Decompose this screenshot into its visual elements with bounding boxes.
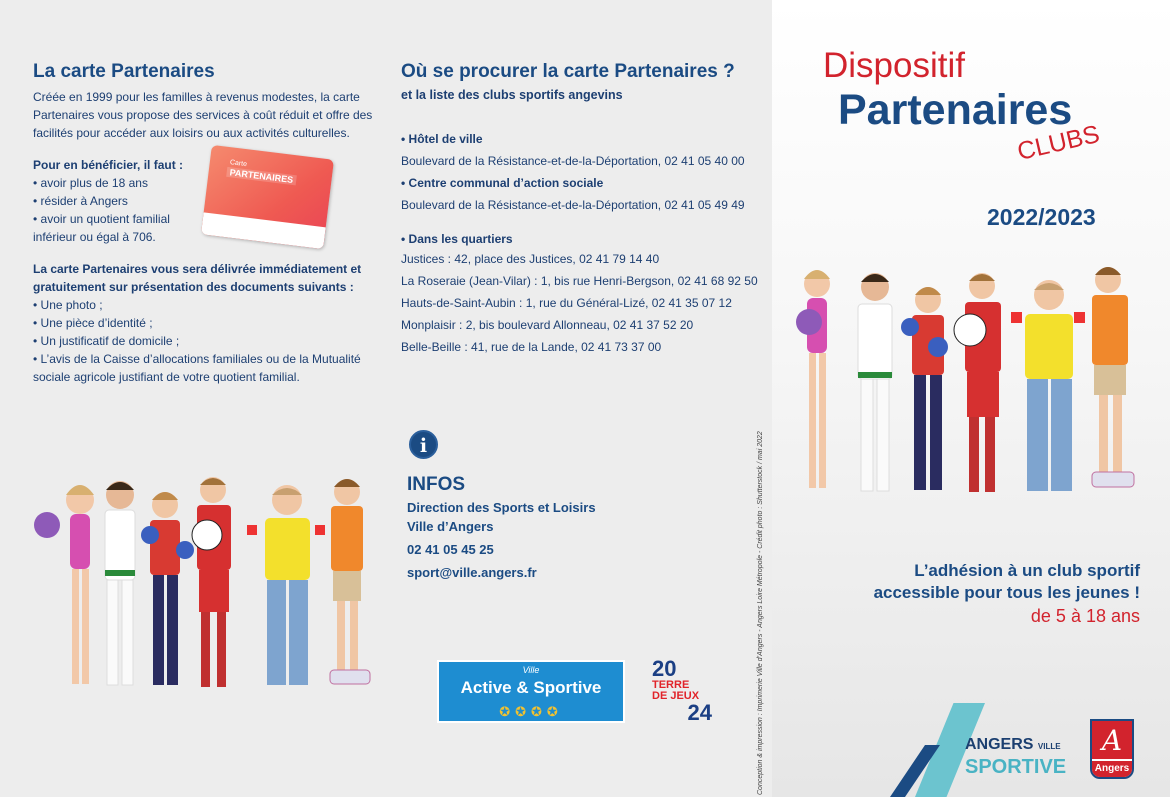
conditions-title: Pour en bénéficier, il faut : bbox=[33, 158, 184, 172]
kid-skater bbox=[330, 479, 370, 684]
condition-item: • avoir plus de 18 ans bbox=[33, 176, 148, 190]
document-item: • Un justificatif de domicile ; bbox=[33, 334, 180, 348]
where-subtitle: et la liste des clubs sportifs angevins bbox=[401, 88, 623, 102]
partner-card-image bbox=[201, 145, 334, 249]
place-name: • Centre communal d’action sociale bbox=[401, 176, 604, 190]
terre-text2: DE JEUX bbox=[652, 690, 700, 702]
infos-phone[interactable]: 02 41 05 45 25 bbox=[407, 542, 494, 557]
infos-title: INFOS bbox=[407, 474, 466, 495]
infos-email[interactable]: sport@ville.angers.fr bbox=[407, 565, 537, 580]
infos-department: Direction des Sports et Loisirs bbox=[407, 500, 596, 515]
logo-sportive: SPORTIVE bbox=[965, 756, 1067, 778]
place-name: • Hôtel de ville bbox=[401, 132, 483, 146]
quarter-item: Belle-Beille : 41, rue de la Lande, 02 41 73 37 00 bbox=[401, 340, 662, 354]
infos-block bbox=[407, 472, 737, 582]
kid-karate bbox=[858, 273, 892, 491]
cover-title-partenaires: Partenaires bbox=[838, 86, 1073, 134]
quarter-item: Hauts-de-Saint-Aubin : 1, rue du Général-Lizé, 02 41 35 07 12 bbox=[401, 296, 732, 310]
kid-boxing bbox=[141, 492, 194, 685]
kid-football bbox=[192, 477, 231, 687]
kid-gymnast bbox=[796, 270, 830, 488]
cover-year: 2022/2023 bbox=[987, 204, 1096, 230]
place-address: Boulevard de la Résistance-et-de-la-Déportation, 02 41 05 49 49 bbox=[401, 198, 745, 212]
terre-num-top: 20 bbox=[652, 656, 677, 681]
tagline-age: de 5 à 18 ans bbox=[1030, 606, 1140, 626]
condition-item: • résider à Angers bbox=[33, 194, 128, 208]
card-section-title: La carte Partenaires bbox=[33, 61, 215, 82]
card-intro: Créée en 1999 pour les familles à revenus modestes, la carte Partenaires vous propose des services à coût réduit et offre des facilités pour accéder aux loisirs ou aux activités culturelles. bbox=[33, 90, 373, 140]
active-sportive-badge bbox=[437, 660, 625, 723]
angers-shield-logo bbox=[1090, 719, 1134, 779]
card-line1: Carte bbox=[229, 159, 248, 169]
kid-karate bbox=[105, 481, 135, 685]
shield-text: Angers bbox=[1092, 759, 1132, 779]
kid-football bbox=[954, 273, 1001, 492]
tagline-line1: L’adhésion à un club sportif bbox=[914, 561, 1140, 580]
kid-boxing bbox=[901, 287, 948, 490]
kid-skater bbox=[1092, 267, 1134, 487]
terre-de-jeux-logo bbox=[652, 658, 722, 726]
document-item: • L’avis de la Caisse d’allocations familiales ou de la Mutualité sociale agricole justifiant de votre quotient familial. bbox=[33, 352, 361, 384]
document-item: • Une pièce d’identité ; bbox=[33, 316, 153, 330]
middle-column bbox=[401, 60, 771, 358]
logo-ville: VILLE bbox=[1037, 742, 1061, 751]
condition-item: • avoir un quotient familial bbox=[33, 212, 170, 226]
terre-num-bottom: 24 bbox=[687, 700, 712, 725]
cover-title-clubs: CLUBS bbox=[1014, 119, 1103, 166]
kid-gymnast bbox=[34, 485, 94, 684]
quarter-item: Justices : 42, place des Justices, 02 41 79 14 40 bbox=[401, 252, 660, 266]
badge-ville-label: Ville bbox=[522, 665, 540, 675]
badge-name: Active & Sportive bbox=[460, 678, 602, 697]
infos-city: Ville d’Angers bbox=[407, 519, 494, 534]
laurel-icon: ✪✪✪✪ bbox=[499, 704, 563, 719]
place-address: Boulevard de la Résistance-et-de-la-Déportation, 02 41 05 40 00 bbox=[401, 154, 745, 168]
cover-title-dispositif: Dispositif bbox=[823, 46, 965, 85]
delivery-text: La carte Partenaires vous sera délivrée immédiatement et gratuitement sur présentation des documents suivants : bbox=[33, 262, 362, 294]
cover-tagline bbox=[800, 560, 1140, 628]
angers-ville-sportive-logo bbox=[965, 736, 1075, 778]
quarters-title: • Dans les quartiers bbox=[401, 232, 513, 246]
document-item: • Une photo ; bbox=[33, 298, 103, 312]
condition-item: inférieur ou égal à 706. bbox=[33, 230, 156, 244]
shield-letter: A bbox=[1092, 721, 1132, 759]
kid-yellow bbox=[1011, 280, 1085, 491]
kids-photo-right bbox=[795, 262, 1140, 507]
quarter-item: Monplaisir : 2, bis boulevard Allonneau, 02 41 37 52 20 bbox=[401, 318, 694, 332]
where-title: Où se procurer la carte Partenaires ? bbox=[401, 61, 735, 82]
terre-text1: TERRE bbox=[652, 679, 690, 691]
photo-credit: Conception & impression : Imprimerie Ville d’Angers - Angers Loire Métropole - Crédit photo : Shutterstock / mai 2022 bbox=[757, 431, 764, 795]
card-line2: PARTENAIRES bbox=[226, 167, 297, 185]
logo-angers: ANGERS bbox=[965, 736, 1034, 753]
kid-yellow bbox=[247, 485, 325, 685]
tagline-line2: accessible pour tous les jeunes ! bbox=[873, 583, 1140, 602]
kids-photo-left bbox=[25, 470, 385, 720]
info-icon: i bbox=[409, 430, 438, 459]
quarter-item: La Roseraie (Jean-Vilar) : 1, bis rue Henri-Bergson, 02 41 68 92 50 bbox=[401, 274, 758, 288]
